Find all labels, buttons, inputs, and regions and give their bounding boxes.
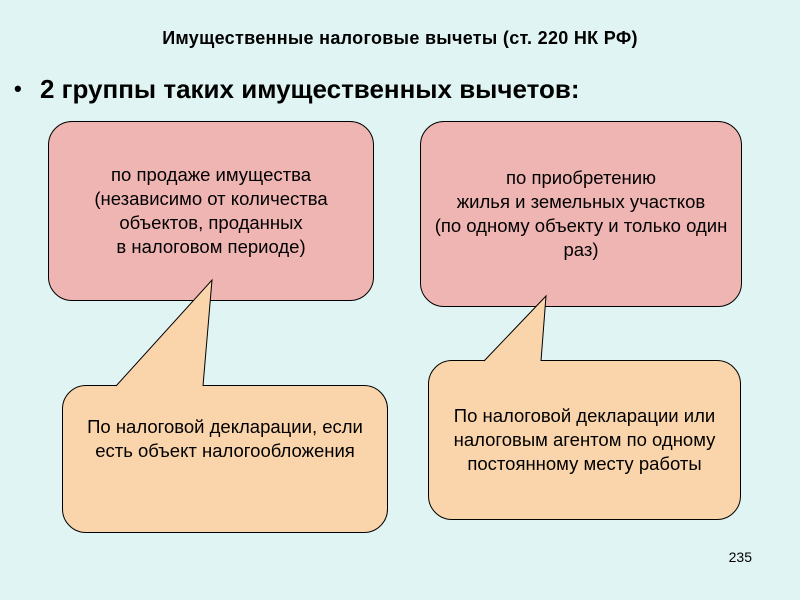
slide-title: Имущественные налоговые вычеты (ст. 220 НК РФ) — [162, 28, 638, 48]
acquisition-deduction-text: по приобретению жилья и земельных участков (по одному объекту и только один раз) — [434, 166, 728, 261]
sale-method-text: По налоговой декларации, если есть объект налогообложения — [87, 415, 363, 461]
bullet-text: 2 группы таких имущественных вычетов: — [40, 74, 580, 104]
bullet-icon: • — [14, 76, 22, 101]
page-number: 235 — [728, 549, 752, 565]
sale-deduction-text: по продаже имущества (независимо от количества объектов, проданных в налоговом периоде) — [94, 163, 328, 258]
acquisition-method-text: По налоговой декларации или налоговым агентом по одному постоянному месту работы — [453, 404, 716, 475]
